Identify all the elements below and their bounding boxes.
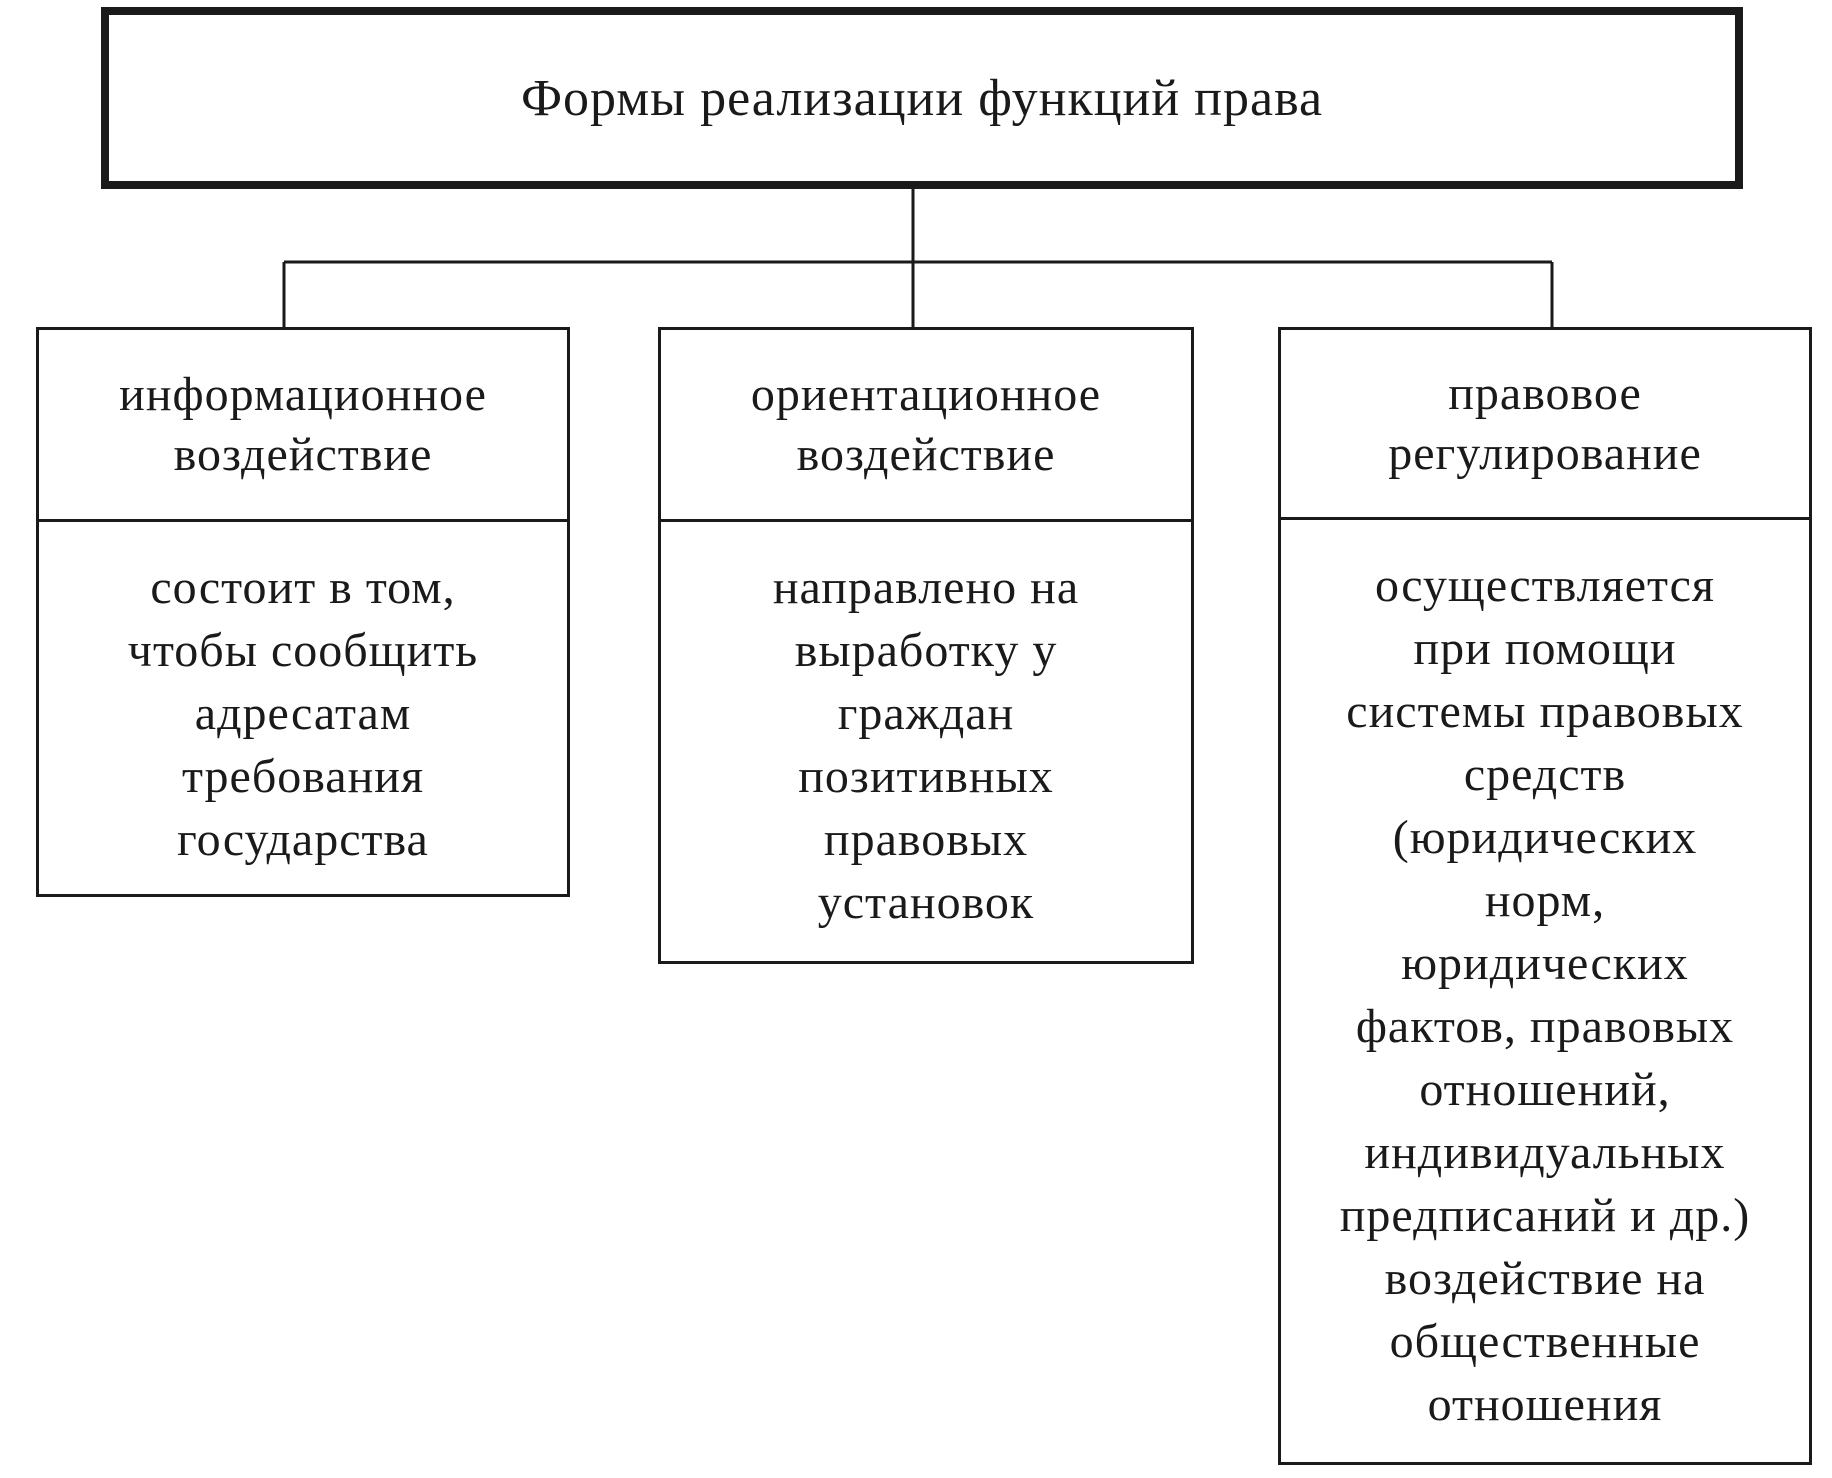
form-description [1281,520,1809,1462]
heading-line: воздействие [796,427,1056,481]
form-heading [39,330,567,522]
diagram-title: Формы реализации функций права [520,69,1324,127]
form-box-informational [36,327,570,897]
description-line: выработку у [794,624,1058,677]
form-box-orientational [658,327,1194,964]
description-line: граждан [837,687,1015,740]
description-line: состоит в том, [150,561,456,614]
heading-line: ориентационное [750,367,1102,421]
description-line: установок [817,876,1035,929]
description-line: адресатам [194,687,412,740]
description-line: осуществляется [1375,559,1715,612]
description-line: при помощи [1413,622,1677,675]
description-line: позитивных [798,750,1054,803]
form-heading [1281,330,1809,520]
description-line: требования [181,750,425,803]
heading-line: воздействие [173,427,433,481]
description-line: норм, [1484,874,1606,927]
description-line: чтобы сообщить [127,624,479,677]
description-line: государства [177,813,429,866]
description-line: общественные [1389,1315,1701,1368]
description-line: воздействие на [1384,1252,1706,1305]
description-line: отношений, [1419,1063,1671,1116]
form-description [39,522,567,894]
description-line: предписаний и др.) [1339,1189,1751,1242]
description-line: юридических [1401,937,1689,990]
description-line: фактов, правовых [1355,1000,1735,1053]
heading-line: информационное [119,367,487,421]
description-line: направлено на [772,561,1080,614]
form-heading [661,330,1191,522]
description-line: отношения [1427,1378,1663,1431]
description-line: (юридических [1392,811,1698,864]
form-box-legal-regulation [1278,327,1812,1465]
heading-line: регулирование [1388,426,1702,480]
description-line: средств [1463,748,1627,801]
description-line: правовых [823,813,1029,866]
form-description [661,522,1191,961]
heading-line: правовое [1448,366,1642,420]
description-line: индивидуальных [1364,1126,1726,1179]
description-line: системы правовых [1346,685,1744,738]
